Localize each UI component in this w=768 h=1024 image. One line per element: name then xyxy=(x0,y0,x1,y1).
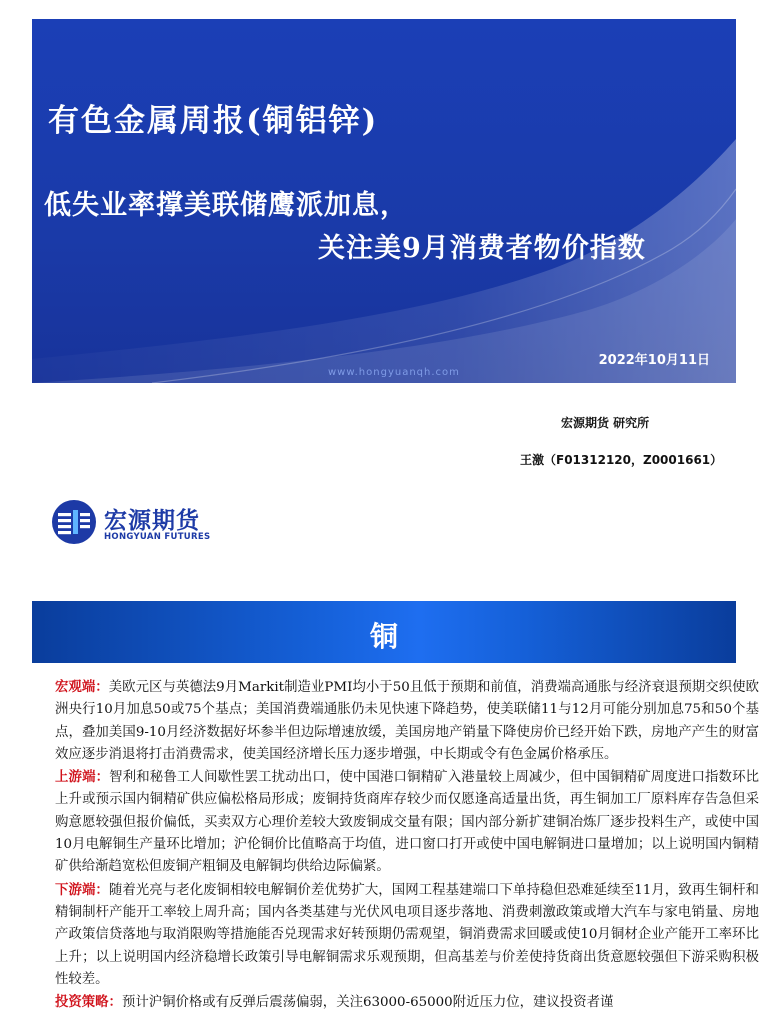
logo-name-en: HONGYUAN FUTURES xyxy=(104,532,211,542)
paragraph-upstream xyxy=(47,766,759,878)
report-cover-banner xyxy=(32,19,736,383)
report-subtitle-line1: 低失业率撑美联储鹰派加息， xyxy=(44,190,408,221)
paragraph-strategy xyxy=(47,991,759,1014)
research-organization: 宏源期货 研究所 xyxy=(561,416,650,430)
report-subtitle-line2: 关注美9月消费者物价指数 xyxy=(318,233,646,264)
analyst-name: 王激（F01312120，Z0001661） xyxy=(520,453,723,467)
section-header-bar xyxy=(32,601,736,663)
paragraph-text: 随着光亮与老化废铜相较电解铜价差优势扩大，国网工程基建端口下单持稳但恐难延续至11月，致再生铜杆和精铜制杆产能开工率较上周升高；国内各类基建与光伏风电项目逐步落地、消费刺激政策或增大汽车与家电销量、房地产政策信贷落地与取消限购等措施能否兑现需求好转预期仍需观望，铜消费需求回暖或使10月铜材企业产能开工率环比上升；以上说明国内经济稳增长政策引导电解铜需求乐观预期，但高基差与价差使持货商出货意愿较强但下游采购积极性较差。 xyxy=(55,882,760,987)
logo-name-cn: 宏源期货 xyxy=(104,508,200,534)
report-date: 2022年10月11日 xyxy=(598,353,710,368)
paragraph-macro xyxy=(47,676,759,766)
paragraph-heading: 投资策略： xyxy=(55,994,122,1011)
report-body xyxy=(47,676,759,1014)
company-logo xyxy=(50,498,230,548)
paragraph-text: 美欧元区与英德法9月Markit制造业PMI均小于50且低于预期和前值，消费端高通胀与经济衰退预期交织使欧洲央行10月加息50或75个基点；美国消费端通胀仍未见快速下降趋势，使美联储11与12月可能分别加息75和50个基点，叠加美国9-10月经济数据好坏参半但边际增速放缓，美国房地产销量下降使房价已经开始下跌，房地产产生的财富效应逐步消退将打击消费需求，使美国经济增长压力逐步增强，中长期或令有色金属价格承压。 xyxy=(55,680,759,762)
website-url[interactable]: www.hongyuanqh.com xyxy=(328,367,460,378)
paragraph-text: 预计沪铜价格或有反弹后震荡偏弱，关注63000-65000附近压力位，建议投资者谨 xyxy=(121,995,614,1011)
report-title: 有色金属周报(铜铝锌) xyxy=(48,103,379,139)
logo-mark-icon xyxy=(50,498,98,546)
paragraph-text: 智利和秘鲁工人间歇性罢工扰动出口，使中国港口铜精矿入港量较上周减少，但中国铜精矿周度进口指数环比上升或预示国内铜精矿供应偏松格局形成；废铜持货商库存较少而仅愿逢高适量出货，再生铜加工厂原料库存告急但采购意愿较强但报价偏低，买卖双方心理价差较大致废铜成交量有限；国内部分新扩建铜冶炼厂逐步投料生产，或使中国10月电解铜生产量环比增加；沪伦铜价比值略高于均值，进口窗口打开或使中国电解铜进口量增加；以上说明国内铜精矿供给渐趋宽松但废铜产粗铜及电解铜均供给边际偏紧。 xyxy=(55,770,760,875)
paragraph-heading: 下游端： xyxy=(55,881,109,898)
paragraph-heading: 上游端： xyxy=(55,769,110,786)
section-title: 铜 xyxy=(369,620,398,653)
paragraph-downstream xyxy=(47,879,759,991)
paragraph-heading: 宏观端： xyxy=(55,679,109,695)
